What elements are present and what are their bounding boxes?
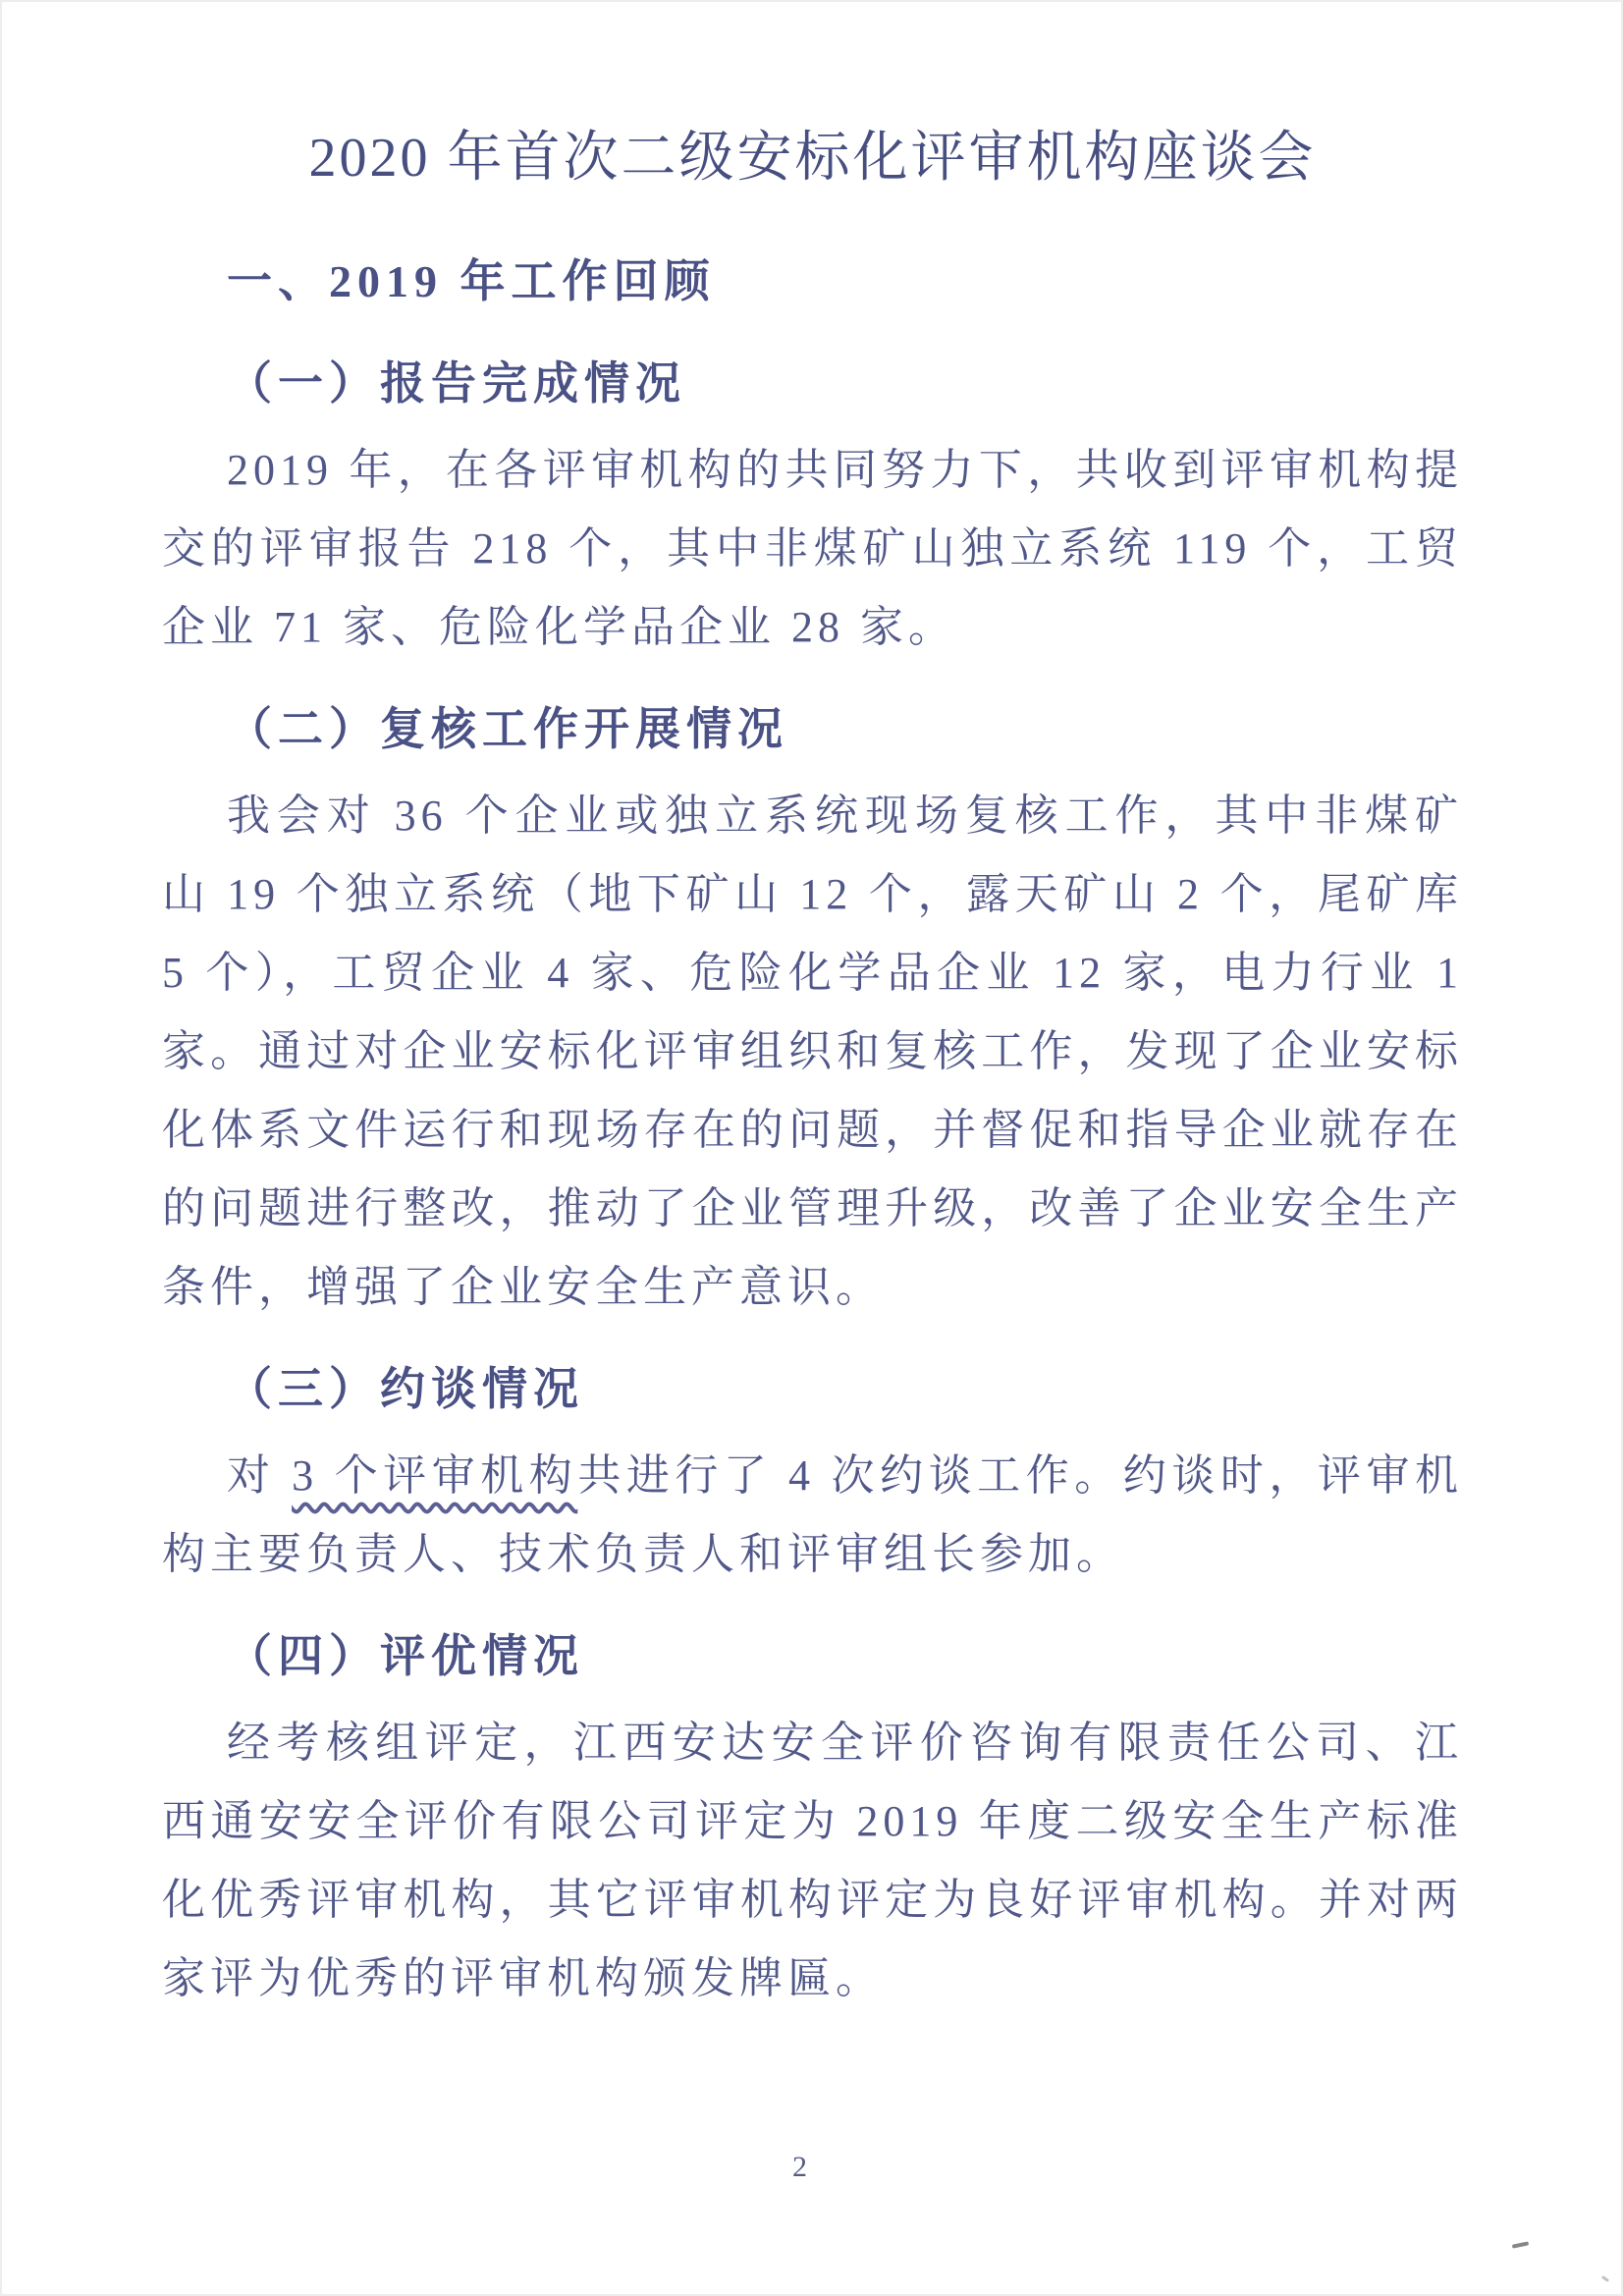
handwritten-wavy-underline-annotation: 3 个评审机构 (292, 1451, 578, 1501)
section-heading-rating-situation: （四）评优情况 (227, 1631, 584, 1682)
interview-text-prefix: 对 (227, 1451, 293, 1501)
paragraph-report-completion: 2019 年，在各评审机构的共同努力下，共收到评审机构提交的评审报告 218 个，其中非煤矿山独立系统 119 个，工贸企业 71 家、危险化学品企业 28 家。 (162, 446, 1463, 652)
paragraph-rating-situation: 经考核组评定，江西安达安全评价咨询有限责任公司、江西通安安全评价有限公司评定为 2019 年度二级安全生产标准化优秀评审机构，其它评审机构评定为良好评审机构。并对两家评为优秀的评审机构颁发牌匾。 (162, 1719, 1463, 2003)
chapter-heading-2019-review: 一、2019 年工作回顾 (227, 256, 716, 307)
page-number: 2 (792, 2151, 807, 2183)
paragraph-interview-situation (162, 1437, 1463, 1594)
scan-corner-artifact (1601, 2275, 1609, 2282)
section-heading-interview-situation: （三）约谈情况 (227, 1364, 584, 1415)
document-title: 2020 年首次二级安标化评审机构座谈会 (308, 128, 1317, 189)
section-heading-report-completion: （一）报告完成情况 (227, 358, 686, 410)
scan-pen-mark-artifact (1512, 2241, 1529, 2248)
section-heading-recheck-work: （二）复核工作开展情况 (227, 704, 788, 755)
paragraph-recheck-work: 我会对 36 个企业或独立系统现场复核工作，其中非煤矿山 19 个独立系统（地下矿山 12 个，露天矿山 2 个，尾矿库 5 个），工贸企业 4 家、危险化学品企业 12 家，电力行业 1 家。通过对企业安标化评审组织和复核工作，发现了企业安标化体系文件运行和现场存在的问题，并督促和指导企业就存在的问题进行整改，推动了企业管理升级，改善了企业安全生产条件，增强了企业安全生产意识。 (162, 792, 1463, 1312)
interview-text-rest: 共进行了 4 次约谈工作。约谈时，评审机构主要负责人、技术负责人和评审组长参加。 (162, 1451, 1464, 1579)
